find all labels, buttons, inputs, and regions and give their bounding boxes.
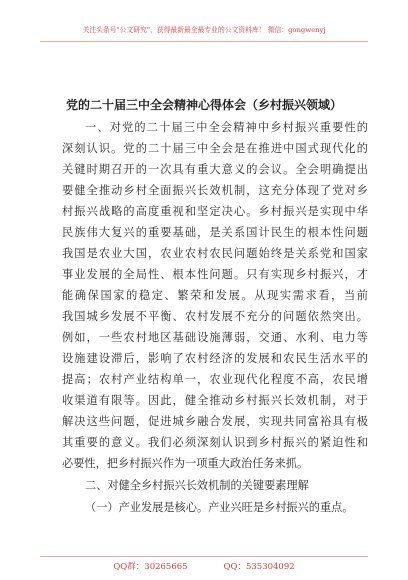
footer-contact: [40, 560, 368, 572]
body-line: 事业发展的全局性、根本性问题。只有实现乡村振兴，才: [62, 268, 368, 281]
body-line: 一、对党的二十届三中全会精神中乡村振兴重要性的: [85, 121, 368, 134]
footer-qq-number: QQ：535304092: [223, 562, 295, 572]
document-title: 党的二十届三中全会精神心得体会（乡村振兴领域）: [65, 98, 342, 112]
body-line: 我国是农业大国，农业农村农民问题始终是关系党和国家: [62, 247, 368, 260]
body-line: 村振兴战略的高度重视和坚定决心。乡村振兴是实现中华: [62, 205, 368, 218]
footer-divider: [40, 556, 368, 557]
body-line: 设施建设滞后，影响了农村经济的发展和农民生活水平的: [62, 352, 368, 365]
body-line: 民族伟大复兴的重要基础，是关系国计民生的根本性问题: [62, 226, 368, 239]
body-line: 其重要的意义。我们必须深刻认识到乡村振兴的紧迫性和: [62, 436, 368, 449]
body-line: 提高；农村产业结构单一，农业现代化程度不高，农民增: [62, 373, 368, 386]
body-line: 收渠道有限等。因此，健全推动乡村振兴长效机制，对于: [62, 394, 368, 407]
body-line: 能确保国家的稳定、繁荣和发展。从现实需求看，当前: [62, 289, 368, 302]
header-divider: [40, 41, 368, 42]
section-heading: 二、对健全乡村振兴长效机制的关键要素理解: [85, 479, 309, 492]
body-line: 解决这些问题，促进城乡融合发展，实现共同富裕具有极: [62, 415, 368, 428]
body-line: 关键时期召开的一次具有重大意义的会议。全会明确提出: [62, 163, 368, 176]
body-line: 深刻认识。党的二十届三中全会是在推进中国式现代化的: [62, 142, 368, 155]
body-line: 必要性，把乡村振兴作为一项重大政治任务来抓。: [62, 457, 309, 470]
body-line: 例如，一些农村地区基础设施薄弱，交通、水利、电力等: [62, 331, 368, 344]
footer-qq-group: QQ群：30265665: [113, 562, 188, 572]
subsection-heading: （一）产业发展是核心。产业兴旺是乡村振兴的重点。: [85, 501, 354, 514]
body-line: 要健全推动乡村全面振兴长效机制，这充分体现了党对乡: [62, 184, 368, 197]
body-line: 我国城乡发展不平衡、农村发展不充分的问题依然突出。: [62, 310, 368, 323]
header-notice: 关注头条号"公文研究"，获得最新最全最专业的公文资料库！ 微信：gongwenyj: [82, 26, 326, 34]
